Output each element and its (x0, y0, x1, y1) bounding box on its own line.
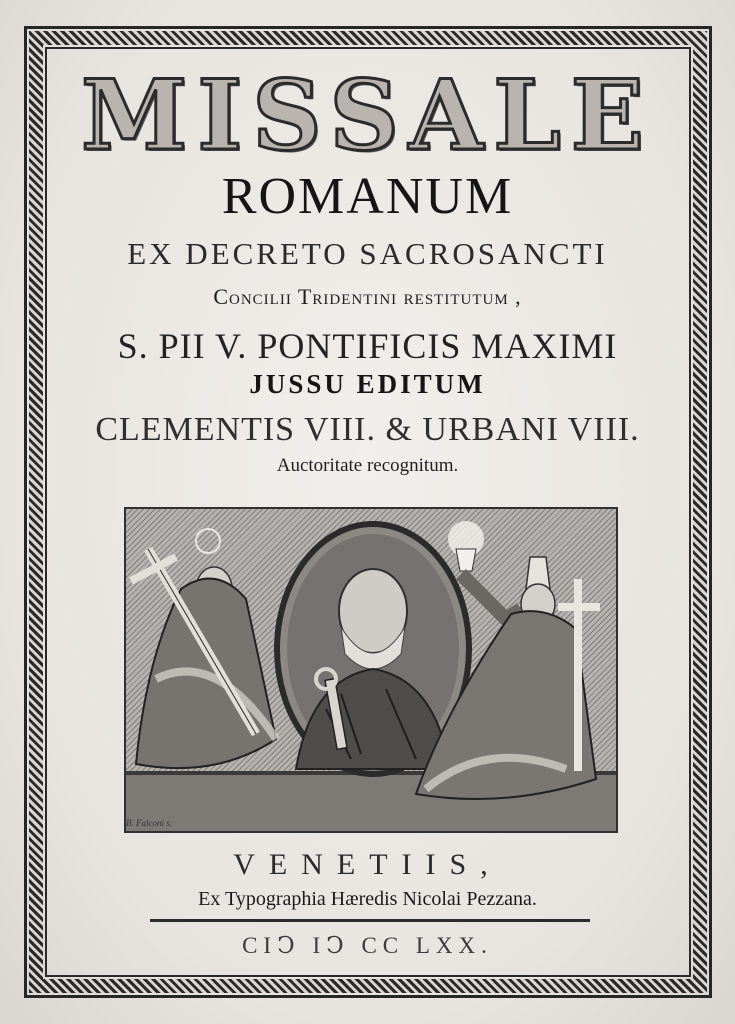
auctoritate-line: Auctoritate recognitum. (276, 455, 459, 476)
jussu-line: JUSSU EDITUM (249, 369, 486, 399)
clementis-line: CLEMENTIS VIII. & URBANI VIII. (95, 411, 640, 448)
engraving-illustration (124, 507, 618, 833)
pope-line: S. PII V. PONTIFICIS MAXIMI (117, 326, 618, 366)
divider-rule (150, 919, 590, 922)
council-line: Concilii Tridentini restitutum , (213, 284, 522, 309)
imprint-year: CIↃ IↃ CC LXX. (242, 933, 493, 958)
engraving-artwork (126, 509, 618, 833)
imprint-city: VENETIIS, (233, 848, 502, 881)
engraver-signature: B. Falconi s. (126, 818, 172, 828)
subtitle: ROMANUM (221, 168, 514, 225)
decree-line: EX DECRETO SACROSANCTI (127, 236, 608, 271)
imprint-printer: Ex Typographia Hæredis Nicolai Pezzana. (198, 888, 537, 910)
main-title: MISSALE (81, 59, 654, 172)
